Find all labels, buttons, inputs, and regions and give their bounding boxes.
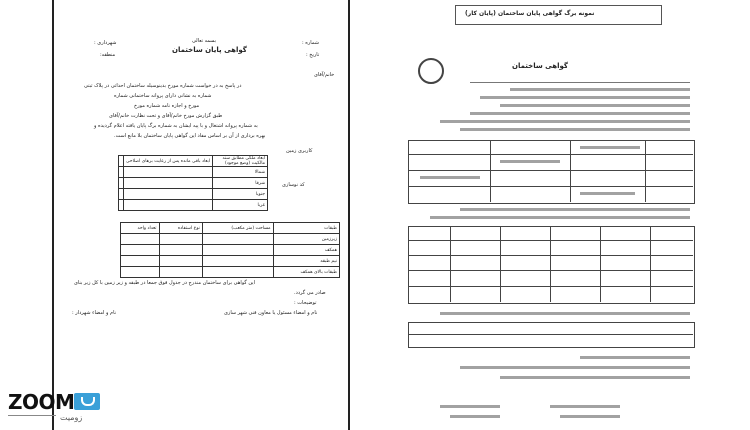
body-line: به شماره پروانه اشتغال و با پیه ایشان به شماره برگ پایان یافته اعلام گردیده و bbox=[94, 123, 258, 129]
body-line: بهره برداری از آن بر اساس مفاد این گواهی پایان ساختمان بلا مانع است. bbox=[114, 133, 266, 139]
form-title: گواهی پایان ساختمان bbox=[172, 46, 247, 54]
land-row: شرقا bbox=[213, 178, 268, 189]
floors-header-3: نوع استفاده bbox=[159, 223, 202, 234]
logo-mark-icon bbox=[74, 393, 100, 410]
number-label: شماره : bbox=[302, 40, 319, 46]
zoomit-logo bbox=[8, 390, 108, 424]
date-label: تاریخ : bbox=[306, 52, 320, 58]
body-line: شماره به نشانی دارای پروانه ساختمانی شماره bbox=[114, 93, 212, 99]
logo-subtitle: زومیت bbox=[60, 413, 83, 422]
land-header-2: ابعاد باقی مانده پس از رعایت برهای اصلاحی bbox=[124, 156, 213, 167]
floor-row: همکف bbox=[273, 245, 339, 256]
footer-line: این گواهی برای ساختمان مندرج در جدول فوق جمعا در طبقه و زیر زمین با کل زیر بنای bbox=[74, 280, 255, 286]
land-section-label: کاربری زمین bbox=[286, 148, 313, 154]
floor-row: طبقات بالای همکف bbox=[273, 267, 339, 278]
floors-header-1: طبقات bbox=[273, 223, 339, 234]
header-bismillah: بسمه تعالی bbox=[192, 38, 217, 44]
land-row: شمالا bbox=[213, 167, 268, 178]
body-line: خانم/آقای bbox=[314, 72, 335, 78]
floor-row: نیم طبقه bbox=[273, 256, 339, 267]
body-line: طبق گزارش مورخ خانم/آقای و تحت نظارت خانم/آقای bbox=[109, 113, 223, 119]
body-line: در پاسخ به در خواست شماره مورخ بدینوسیله ساختمان احداثی در پلاک ثبتی bbox=[84, 83, 242, 89]
floors-header-2: مساحت (متر مکعب) bbox=[202, 223, 273, 234]
municipality-label: شهرداری : bbox=[94, 40, 117, 46]
certificate-title: گواهی ساختمان bbox=[512, 62, 568, 70]
sample-completion-certificate bbox=[400, 0, 700, 430]
land-row: غربا bbox=[213, 200, 268, 211]
floor-row: زیرزمین bbox=[273, 234, 339, 245]
land-row: جنوبا bbox=[213, 189, 268, 200]
region-label: منطقه: bbox=[100, 52, 116, 58]
caption: نمونه برگ گواهی پایان ساختمان (پایان کار) bbox=[465, 10, 595, 17]
details-grid bbox=[408, 140, 695, 204]
mayor-signature-label: نام و امضاء شهردار : bbox=[72, 310, 117, 316]
land-dimensions-table bbox=[118, 155, 268, 211]
land-header-1: ابعاد ملکی مطابق سند مالکیت (وضع موجود) bbox=[213, 156, 268, 167]
area-grid bbox=[408, 322, 695, 348]
floors-table bbox=[120, 222, 340, 278]
emblem-icon bbox=[418, 58, 444, 84]
floors-grid bbox=[408, 226, 695, 304]
renovation-code-label: کد نوسازی bbox=[282, 182, 305, 188]
footer-line: توضیحات : bbox=[294, 300, 317, 306]
footer-line: نام و امضاء مسئول یا معاون فنی شهر سازی bbox=[224, 310, 318, 316]
floors-header-4: تعداد واحد bbox=[121, 223, 160, 234]
blank-completion-certificate-form bbox=[52, 0, 350, 430]
body-line: مورخ و اجازه نامه شماره مورخ bbox=[134, 103, 200, 109]
logo-wordmark: ZOOM bbox=[8, 390, 75, 414]
footer-line: صادر می گردد. bbox=[294, 290, 326, 296]
